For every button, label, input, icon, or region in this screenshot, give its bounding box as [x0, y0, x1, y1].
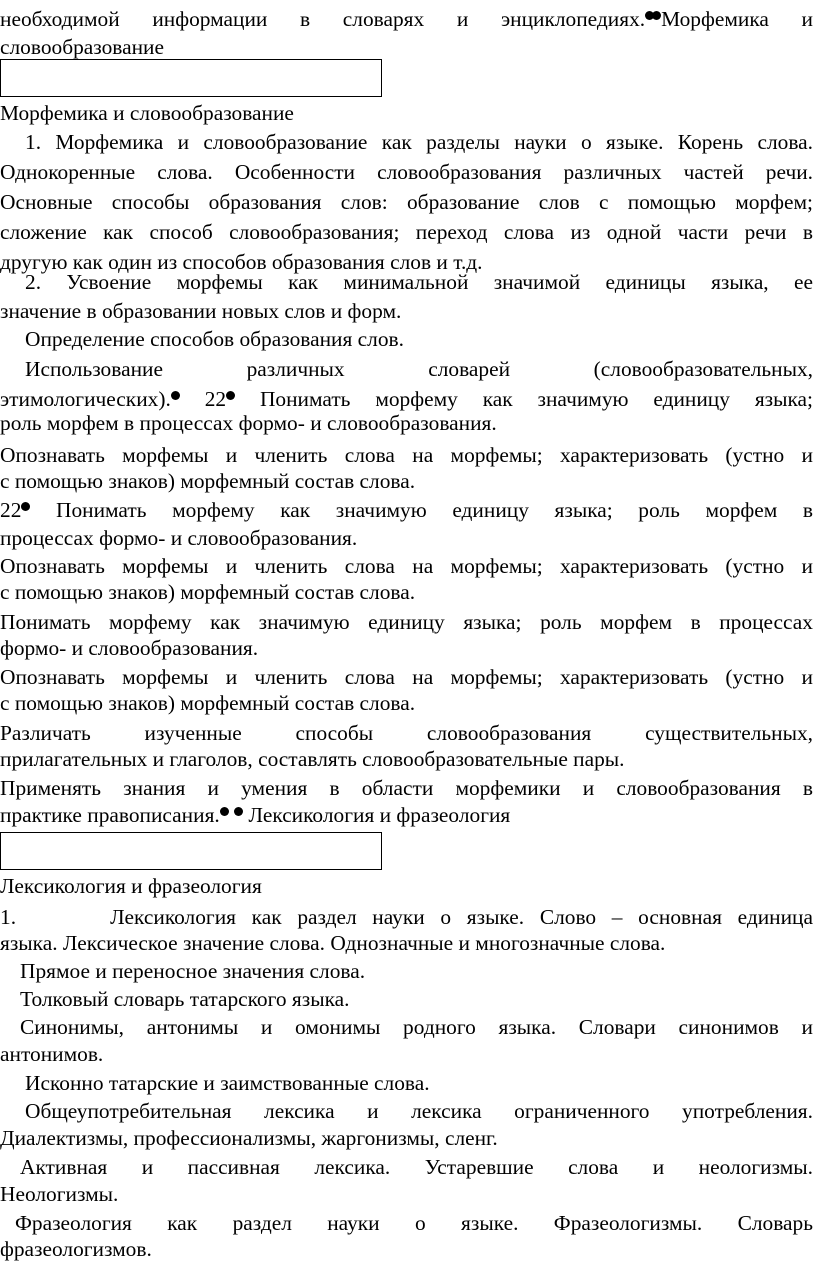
text-span: практике правописания.: [0, 803, 220, 827]
text-line: сложение как способ словообразования; переход слова из одной части речи в: [0, 220, 813, 244]
bullet-icon: [234, 807, 243, 816]
text-line: 1. Лексикология как раздел науки о языке. Слово – основная единица: [0, 905, 813, 929]
section-heading: Лексикология и фразеология: [0, 874, 262, 898]
text-line: другую как один из способов образования слов и т.д.: [0, 250, 483, 274]
text-line: Применять знания и умения в области морфемики и словообразования в: [0, 776, 813, 800]
text-line: Использование различных словарей (словообразовательных,: [25, 357, 813, 381]
text-line: 1. Морфемика и словообразование как разделы науки о языке. Корень слова.: [25, 130, 813, 154]
text-line: значение в образовании новых слов и форм.: [0, 299, 402, 323]
text-span: 22: [179, 387, 227, 411]
text-line: Исконно татарские и заимствованные слова.: [25, 1071, 430, 1095]
bullet-icon: [220, 807, 229, 816]
text-span: Понимать морфему как значимую единицу языка;: [235, 387, 813, 411]
text-line: Определение способов образования слов.: [25, 327, 404, 351]
text-span: необходимой информации в словарях и энциклопедиях.: [0, 7, 646, 31]
text-line: антонимов.: [0, 1042, 104, 1066]
text-line: Диалектизмы, профессионализмы, жаргонизмы, сленг.: [0, 1126, 498, 1150]
text-line: с помощью знаков) морфемный состав слова.: [0, 691, 416, 715]
text-line: Синонимы, антонимы и омонимы родного языка. Словари синонимов и: [20, 1015, 813, 1039]
text-span: этимологических).: [0, 387, 171, 411]
section-heading: Морфемика и словообразование: [0, 101, 294, 125]
text-line: процессах формо- и словообразования.: [0, 526, 358, 550]
text-line: фразеологизмов.: [0, 1237, 152, 1261]
text-line: Прямое и переносное значения слова.: [20, 959, 366, 983]
text-line: Толковый словарь татарского языка.: [20, 987, 350, 1011]
text-line: Однокоренные слова. Особенности словообразования различных частей речи.: [0, 160, 813, 184]
text-line: роль морфем в процессах формо- и словообразования.: [0, 411, 497, 435]
text-span: Лексикология и фразеология: [243, 803, 511, 827]
text-line: Активная и пассивная лексика. Устаревшие слова и неологизмы.: [20, 1155, 813, 1179]
text-line: словообразование: [0, 35, 165, 59]
text-line: Опознавать морфемы и членить слова на морфемы; характеризовать (устно и: [0, 443, 813, 467]
text-line: с помощью знаков) морфемный состав слова.: [0, 580, 416, 604]
bullet-icon: [171, 391, 180, 400]
text-line: Общеупотребительная лексика и лексика ограниченного употребления.: [25, 1099, 813, 1123]
text-line: языка. Лексическое значение слова. Однозначные и многозначные слова.: [0, 931, 666, 955]
bullet-icon: [652, 11, 661, 20]
text-span: Понимать морфему как значимую единицу языка; роль морфем в: [30, 498, 813, 522]
text-span: 22: [0, 498, 22, 522]
text-line: Фразеология как раздел науки о языке. Фразеологизмы. Словарь: [15, 1211, 813, 1235]
text-line: с помощью знаков) морфемный состав слова.: [0, 469, 416, 493]
text-line: Неологизмы.: [0, 1182, 119, 1206]
text-line: формо- и словообразования.: [0, 636, 259, 660]
text-line: 2. Усвоение морфемы как минимальной значимой единицы языка, ее: [25, 270, 813, 294]
empty-field-box: [0, 832, 382, 870]
text-line: Опознавать морфемы и членить слова на морфемы; характеризовать (устно и: [0, 665, 813, 689]
text-line: [0, 495, 813, 525]
text-line: Опознавать морфемы и членить слова на морфемы; характеризовать (устно и: [0, 554, 813, 578]
text-line: Понимать морфему как значимую единицу языка; роль морфем в процессах: [0, 610, 813, 634]
text-span: Морфемика и: [661, 7, 813, 31]
bullet-icon: [226, 391, 235, 400]
empty-field-box: [0, 59, 382, 97]
text-line: прилагательных и глаголов, составлять словообразовательные пары.: [0, 747, 625, 771]
text-line: [0, 4, 813, 34]
text-line: [0, 800, 510, 830]
text-line: Основные способы образования слов: образование слов с помощью морфем;: [0, 190, 813, 214]
text-line: Различать изученные способы словообразования существительных,: [0, 721, 813, 745]
